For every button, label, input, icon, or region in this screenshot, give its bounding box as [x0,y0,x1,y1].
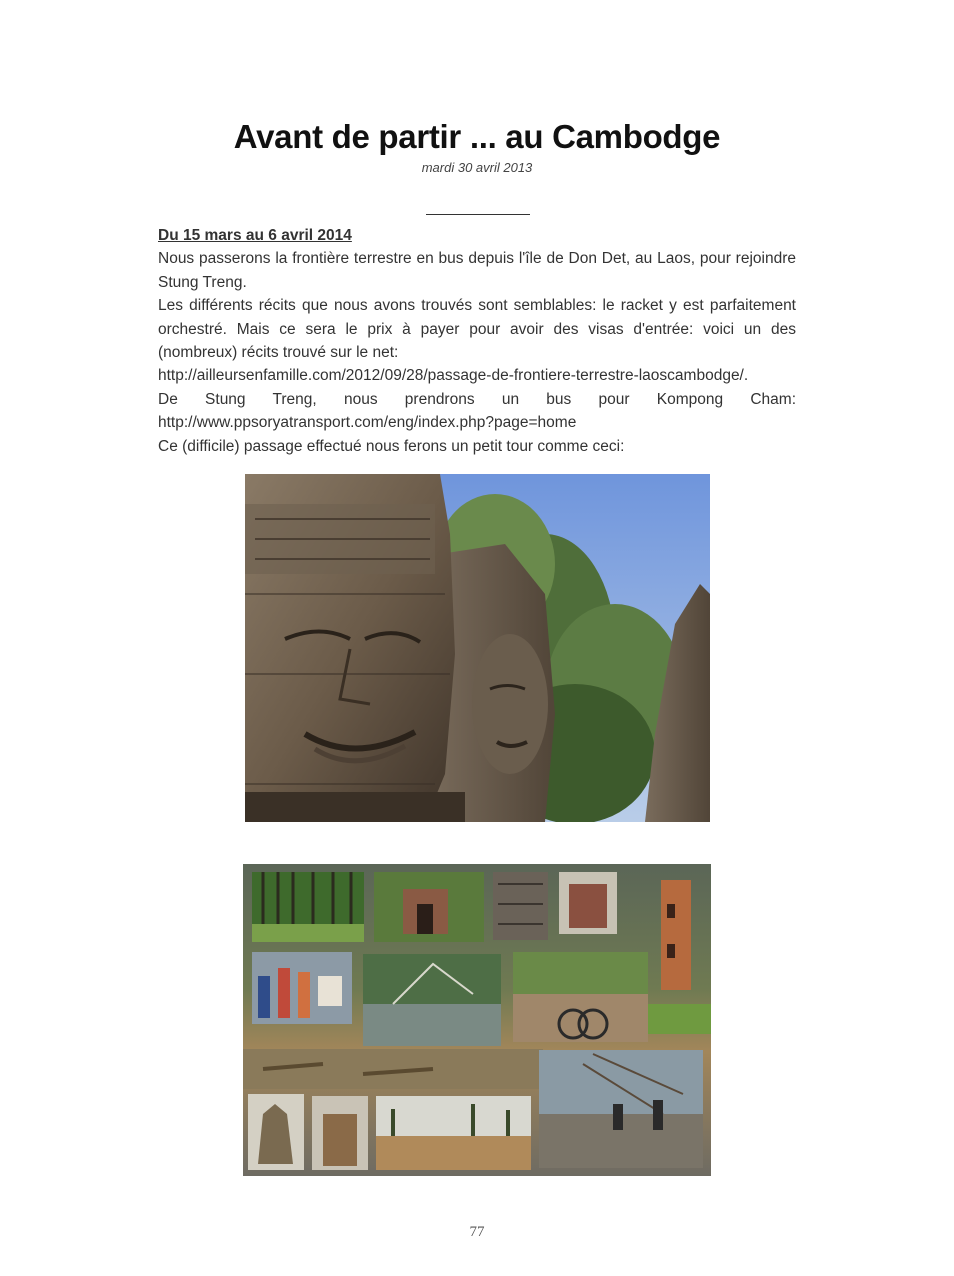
paragraph-border-crossing: Nous passerons la frontière terrestre en bus depuis l'île de Don Det, au Laos, pour rejoindre Stung Treng. [158,250,796,291]
separator-rule [426,214,530,215]
cambodia-collage-photo [243,864,711,1176]
travel-period-heading: Du 15 mars au 6 avril 2014 [158,227,352,244]
paragraph-stories: Les différents récits que nous avons trouvés sont semblables: le racket y est parfaitement orchestré. Mais ce sera le prix à payer pour avoir des visas d'entrée: voici un des (nombreux) récits trouvé sur le net: [158,297,796,362]
post-date: mardi 30 avril 2013 [421,160,533,175]
paragraph-tour-intro: Ce (difficile) passage effectué nous ferons un petit tour comme ceci: [158,437,625,455]
link-ailleursenfamille[interactable]: http://ailleursenfamille.com/2012/09/28/passage-de-frontiere-terrestre-laoscambodge/. [158,367,749,385]
article-body [158,224,796,458]
page-title: Avant de partir ... au Cambodge [233,118,721,155]
page-number: 77 [469,1224,485,1240]
bayon-temple-photo [245,474,710,822]
paragraph-bus-kompong-cham: De Stung Treng, nous prendrons un bus pour Kompong Cham: http://www.ppsoryatransport.com/eng/index.php?page=home [158,390,796,432]
